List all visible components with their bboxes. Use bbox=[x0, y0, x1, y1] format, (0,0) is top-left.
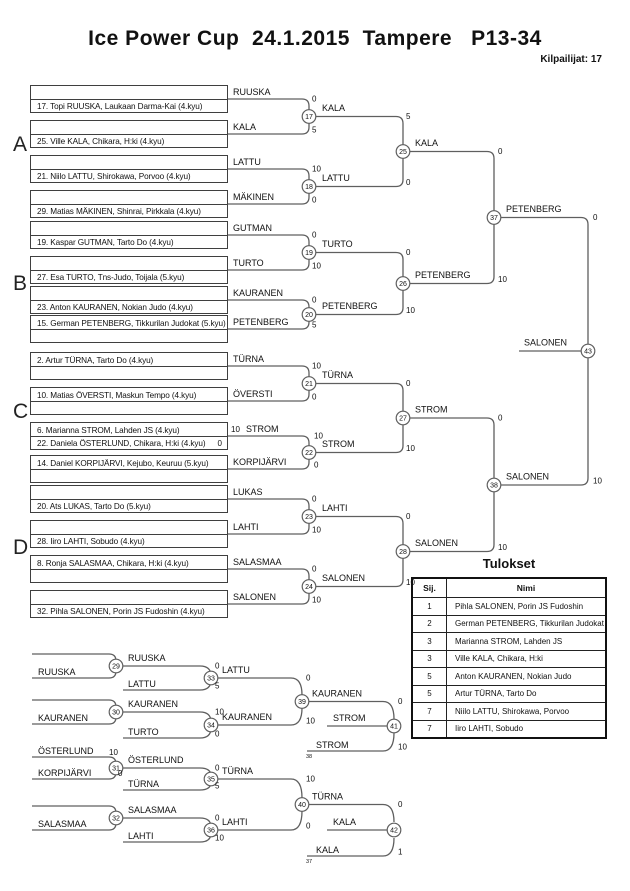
entry-name: 19. Kaspar GUTMAN, Tarto Do (4.kyu) bbox=[37, 238, 174, 247]
result-rank: 3 bbox=[412, 633, 447, 651]
entry-name: 10. Matias ÖVERSTI, Maskun Tempo (4.kyu) bbox=[37, 390, 197, 400]
r33-top-line bbox=[123, 666, 211, 676]
entry-name: 28. Iiro LAHTI, Sobudo (4.kyu) bbox=[37, 537, 145, 546]
r32-top-line bbox=[32, 806, 116, 817]
m43-winner: SALONEN bbox=[524, 337, 568, 348]
m28-top-line bbox=[316, 517, 403, 552]
r33-winner: LATTU bbox=[222, 665, 250, 675]
m43-number: 43 bbox=[584, 348, 592, 356]
result-name: Pihla SALONEN, Porin JS Fudoshin bbox=[447, 598, 607, 616]
entry-name: 32. Pihla SALONEN, Porin JS Fudoshin (4.kyu) bbox=[37, 607, 205, 616]
r41-source-match: 38 bbox=[306, 754, 313, 760]
r32-number: 32 bbox=[112, 815, 120, 823]
slot-label-oversti: ÖVERSTI bbox=[233, 389, 273, 399]
r36-entrant-label: LAHTI bbox=[128, 831, 154, 841]
slot-label-lattu: LATTU bbox=[233, 157, 261, 167]
r32-entrant-label: SALASMAA bbox=[38, 819, 87, 829]
r39-bottom-score: 10 bbox=[306, 716, 315, 726]
m43-bottom-line bbox=[501, 352, 588, 485]
m18-bottom-score: 0 bbox=[312, 195, 317, 205]
m27-number: 27 bbox=[399, 415, 407, 423]
m26-top-score: 0 bbox=[406, 248, 411, 257]
entry-name: 8. Ronja SALASMAA, Chikara, H:ki (4.kyu) bbox=[37, 558, 189, 568]
r29-entrant-label: RUUSKA bbox=[38, 667, 76, 677]
m27-bottom-score: 10 bbox=[406, 444, 415, 453]
r36-number: 36 bbox=[207, 827, 215, 835]
r35-bottom-score: 5 bbox=[215, 781, 220, 791]
r36-top-score: 0 bbox=[215, 813, 220, 823]
m23-bottom-score: 10 bbox=[312, 525, 321, 535]
slot-label-turna: TÜRNA bbox=[233, 354, 264, 364]
slot-label-lukas: LUKAS bbox=[233, 487, 263, 497]
m38-bottom-score: 10 bbox=[498, 543, 507, 552]
r41-winner: STROM bbox=[333, 713, 366, 723]
results-panel bbox=[411, 556, 607, 739]
r40-number: 40 bbox=[298, 802, 306, 810]
m19-bottom-score: 10 bbox=[312, 261, 321, 271]
r34-top-line bbox=[123, 712, 211, 722]
m43-top-line bbox=[501, 218, 588, 351]
r34-top-score: 10 bbox=[215, 707, 224, 717]
m25-number: 25 bbox=[399, 149, 407, 157]
r33-entrant-label: LATTU bbox=[128, 679, 156, 689]
entry-name: 21. Niilo LATTU, Shirokawa, Porvoo (4.kyu) bbox=[37, 172, 191, 181]
m28-number: 28 bbox=[399, 549, 407, 557]
m19-number: 19 bbox=[305, 250, 313, 258]
m23-top-line bbox=[228, 499, 309, 516]
m21-top-score: 10 bbox=[312, 361, 321, 371]
section-label-d: D bbox=[13, 536, 29, 559]
entry-name: 27. Esa TURTO, Tns-Judo, Toijala (5.kyu) bbox=[37, 273, 185, 282]
r34-winner: KAURANEN bbox=[222, 712, 273, 722]
entry-name: 15. German PETENBERG, Tikkurilan Judokat (5.kyu) bbox=[37, 318, 226, 328]
results-row bbox=[412, 703, 606, 721]
m19-top-line bbox=[228, 235, 309, 252]
results-col-name: Nimi bbox=[447, 578, 607, 598]
m22-top-line bbox=[228, 436, 309, 452]
slot-label-makinen: MÄKINEN bbox=[233, 192, 275, 202]
m22-bottom-score: 0 bbox=[314, 460, 319, 470]
strom-inbox-score: 10 bbox=[231, 425, 240, 434]
r30-entrant-label: KAURANEN bbox=[38, 713, 89, 723]
m18-winner: LATTU bbox=[322, 173, 350, 183]
m27-winner: STROM bbox=[415, 404, 448, 415]
r39-winner: KAURANEN bbox=[312, 688, 363, 699]
m20-bottom-score: 5 bbox=[312, 320, 317, 330]
slot-label-kala: KALA bbox=[233, 122, 257, 132]
r29-number: 29 bbox=[112, 663, 120, 671]
r42-top-score: 0 bbox=[398, 800, 403, 809]
m38-top-score: 0 bbox=[498, 413, 503, 423]
r29-top-line bbox=[32, 654, 116, 665]
m24-winner: SALONEN bbox=[322, 573, 366, 583]
m24-bottom-score: 10 bbox=[312, 595, 321, 605]
m37-number: 37 bbox=[490, 215, 498, 223]
page-title: Ice Power Cup 24.1.2015 Tampere P13-34 bbox=[88, 27, 542, 50]
results-table bbox=[411, 577, 607, 739]
m26-top-line bbox=[316, 253, 403, 284]
entry-name: 29. Matias MÄKINEN, Shinrai, Pirkkala (4.kyu) bbox=[37, 207, 201, 216]
result-name: Artur TÜRNA, Tarto Do bbox=[447, 685, 607, 703]
entry-name: 6. Marianna STROM, Lahden JS (4.kyu) bbox=[37, 425, 180, 435]
r31-bottom-score: 0 bbox=[118, 769, 123, 778]
r40-winner: TÜRNA bbox=[312, 791, 343, 802]
r39-top-score: 0 bbox=[306, 673, 311, 683]
m43-top-score: 0 bbox=[593, 213, 598, 222]
m27-top-line bbox=[316, 384, 403, 418]
m18-top-score: 10 bbox=[312, 164, 321, 174]
m18-top-line bbox=[228, 169, 309, 186]
m23-top-score: 0 bbox=[312, 494, 317, 504]
m27-top-score: 0 bbox=[406, 379, 411, 388]
slot-label-korpijarvi: KORPIJÄRVI bbox=[233, 457, 287, 467]
r41-number: 41 bbox=[390, 723, 398, 731]
section-label-b: B bbox=[13, 272, 28, 295]
r35-winner: TÜRNA bbox=[222, 766, 253, 776]
r34-number: 34 bbox=[207, 722, 215, 730]
m26-winner: PETENBERG bbox=[415, 270, 471, 280]
entry-name: 17. Topi RUUSKA, Laukaan Darma-Kai (4.kyu) bbox=[37, 102, 203, 111]
r31-top-score: 10 bbox=[109, 748, 118, 757]
results-row bbox=[412, 598, 606, 616]
r31-entrant1-label: ÖSTERLUND bbox=[38, 746, 94, 756]
entry-name: 23. Anton KAURANEN, Nokian Judo (4.kyu) bbox=[37, 303, 193, 312]
results-title: Tulokset bbox=[482, 556, 536, 571]
m21-bottom-score: 0 bbox=[312, 392, 317, 402]
m22-number: 22 bbox=[305, 450, 313, 458]
entry-name: 2. Artur TÜRNA, Tarto Do (4.kyu) bbox=[37, 355, 154, 365]
m17-top-score: 0 bbox=[312, 94, 317, 104]
slot-label-gutman: GUTMAN bbox=[233, 223, 272, 233]
results-row bbox=[412, 633, 606, 651]
m20-top-line bbox=[228, 300, 309, 314]
result-name: Niilo LATTU, Shirokawa, Porvoo bbox=[447, 703, 607, 721]
r41-top-score: 0 bbox=[398, 697, 403, 706]
result-rank: 3 bbox=[412, 650, 447, 668]
result-rank: 5 bbox=[412, 668, 447, 686]
m24-top-score: 0 bbox=[312, 564, 317, 574]
m37-top-line bbox=[410, 152, 494, 218]
slot-label-salasmaa: SALASMAA bbox=[233, 557, 282, 567]
r42-source-match: 37 bbox=[306, 859, 313, 865]
m20-winner: PETENBERG bbox=[322, 301, 378, 311]
r36-winner: LAHTI bbox=[222, 817, 248, 827]
section-label-a: A bbox=[13, 133, 28, 156]
entry-name: 14. Daniel KORPIJÄRVI, Kejubo, Keuruu (5.kyu) bbox=[37, 458, 209, 468]
r39-number: 39 bbox=[298, 699, 306, 707]
m17-top-line bbox=[228, 99, 309, 116]
m43-bottom-score: 10 bbox=[593, 476, 602, 486]
r31-top-line bbox=[32, 757, 116, 767]
m23-number: 23 bbox=[305, 514, 313, 522]
r30-top-line bbox=[32, 700, 116, 711]
results-row bbox=[412, 720, 606, 738]
slot-label-kauranen: KAURANEN bbox=[233, 288, 284, 298]
slot-label-strom: STROM bbox=[246, 424, 279, 434]
m28-bottom-score: 10 bbox=[406, 578, 415, 587]
result-rank: 2 bbox=[412, 615, 447, 633]
result-name: Ville KALA, Chikara, H:ki bbox=[447, 650, 607, 668]
r35-top-score: 0 bbox=[215, 763, 220, 773]
result-name: Marianna STROM, Lahden JS bbox=[447, 633, 607, 651]
r40-top-line bbox=[218, 779, 302, 798]
r41-bottom-score: 10 bbox=[398, 742, 407, 752]
m21-top-line bbox=[228, 366, 309, 383]
results-row bbox=[412, 685, 606, 703]
m19-top-score: 0 bbox=[312, 230, 317, 240]
m28-winner: SALONEN bbox=[415, 538, 459, 548]
result-name: German PETENBERG, Tikkurilan Judokat bbox=[447, 615, 607, 633]
m24-top-line bbox=[228, 569, 309, 586]
r29-winner: RUUSKA bbox=[128, 653, 166, 663]
m18-number: 18 bbox=[305, 184, 313, 192]
m38-number: 38 bbox=[490, 482, 498, 490]
r42-entrant-label: KALA bbox=[316, 845, 340, 855]
m37-winner: PETENBERG bbox=[506, 204, 562, 214]
r32-winner: SALASMAA bbox=[128, 805, 177, 815]
entry-name: 25. Ville KALA, Chikara, H:ki (4.kyu) bbox=[37, 137, 165, 146]
r34-entrant-label: TURTO bbox=[128, 727, 159, 737]
m38-top-line bbox=[410, 418, 494, 484]
m25-bottom-score: 0 bbox=[406, 178, 411, 187]
result-rank: 5 bbox=[412, 685, 447, 703]
r30-winner: KAURANEN bbox=[128, 699, 179, 709]
m17-bottom-score: 5 bbox=[312, 125, 317, 135]
results-row bbox=[412, 668, 606, 686]
r36-bottom-score: 10 bbox=[215, 833, 224, 843]
m22-top-score: 10 bbox=[314, 431, 323, 441]
m25-top-score: 5 bbox=[406, 112, 411, 121]
m26-number: 26 bbox=[399, 281, 407, 289]
m19-winner: TURTO bbox=[322, 239, 353, 249]
r31-entrant2-label: KORPIJÄRVI bbox=[38, 768, 92, 778]
m24-number: 24 bbox=[305, 584, 313, 592]
r31-number: 31 bbox=[112, 765, 120, 773]
r42-bottom-score: 1 bbox=[398, 847, 403, 857]
m17-number: 17 bbox=[305, 114, 313, 122]
slot-label-ruuska: RUUSKA bbox=[233, 87, 271, 97]
r30-number: 30 bbox=[112, 709, 120, 717]
r40-top-score: 10 bbox=[306, 774, 315, 784]
m26-bottom-score: 10 bbox=[406, 306, 415, 315]
entry-name: 20. Ats LUKAS, Tarto Do (5.kyu) bbox=[37, 502, 151, 511]
result-name: Anton KAURANEN, Nokian Judo bbox=[447, 668, 607, 686]
slot-label-salonen: SALONEN bbox=[233, 592, 277, 602]
m38-winner: SALONEN bbox=[506, 471, 550, 482]
r36-top-line bbox=[123, 818, 211, 827]
r33-number: 33 bbox=[207, 675, 215, 683]
m28-top-score: 0 bbox=[406, 512, 411, 521]
results-row bbox=[412, 650, 606, 668]
slot-label-petenberg: PETENBERG bbox=[233, 317, 289, 327]
slot-label-lahti: LAHTI bbox=[233, 522, 259, 532]
result-rank: 7 bbox=[412, 720, 447, 738]
result-rank: 7 bbox=[412, 703, 447, 721]
m21-number: 21 bbox=[305, 381, 313, 389]
r33-bottom-score: 5 bbox=[215, 681, 220, 691]
m37-bottom-score: 10 bbox=[498, 275, 507, 284]
m20-top-score: 0 bbox=[312, 295, 317, 305]
r35-number: 35 bbox=[207, 776, 215, 784]
m37-top-score: 0 bbox=[498, 147, 503, 156]
results-col-rank: Sij. bbox=[412, 578, 447, 598]
r35-entrant-label: TÜRNA bbox=[128, 779, 159, 789]
results-row bbox=[412, 615, 606, 633]
r35-top-line bbox=[123, 768, 211, 776]
m25-top-line bbox=[316, 117, 403, 152]
r39-top-line bbox=[218, 678, 302, 695]
r42-number: 42 bbox=[390, 827, 398, 835]
result-name: Iiro LAHTI, Sobudo bbox=[447, 720, 607, 738]
r41-entrant-label: STROM bbox=[316, 740, 349, 750]
result-rank: 1 bbox=[412, 598, 447, 616]
section-label-c: C bbox=[13, 400, 29, 423]
in-box-score: 0 bbox=[217, 439, 222, 448]
entry-name: 22. Daniela ÖSTERLUND, Chikara, H:ki (4.kyu) bbox=[37, 439, 206, 448]
m23-winner: LAHTI bbox=[322, 503, 348, 513]
r33-top-score: 0 bbox=[215, 661, 220, 671]
r31-winner: ÖSTERLUND bbox=[128, 755, 184, 765]
m22-winner: STROM bbox=[322, 439, 355, 449]
r40-bottom-score: 0 bbox=[306, 821, 311, 831]
m17-winner: KALA bbox=[322, 103, 346, 113]
slot-label-turto: TURTO bbox=[233, 258, 264, 268]
m20-number: 20 bbox=[305, 312, 313, 320]
results-header-row bbox=[412, 578, 606, 598]
competitors-count: Kilpailijat: 17 bbox=[540, 54, 602, 65]
r42-winner: KALA bbox=[333, 817, 357, 827]
r34-bottom-score: 0 bbox=[215, 729, 220, 739]
m21-winner: TÜRNA bbox=[322, 370, 353, 380]
m25-winner: KALA bbox=[415, 138, 439, 148]
